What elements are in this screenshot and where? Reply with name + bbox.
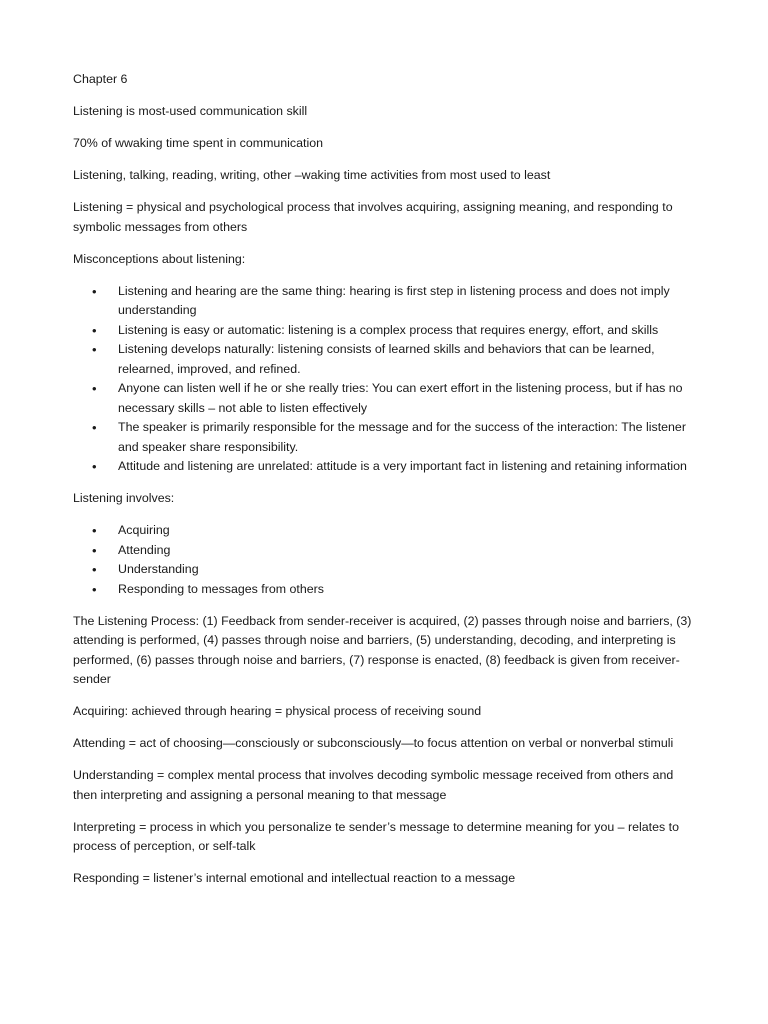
document-body <box>73 70 699 901</box>
bullet-icon: • <box>92 420 97 435</box>
list-item-text: Listening is easy or automatic: listening is a complex process that requires energy, effort, and skills <box>118 322 659 337</box>
chapter-title: Chapter 6 <box>73 72 128 86</box>
list-item <box>73 282 699 321</box>
involves-list <box>73 521 699 599</box>
bullet-icon: • <box>92 381 97 396</box>
list-item-text: Acquiring <box>118 523 170 537</box>
paragraph-acquiring: Acquiring: achieved through hearing = physical process of receiving sound <box>73 704 482 718</box>
paragraph-waking-time: 70% of wwaking time spent in communication <box>73 136 323 150</box>
bullet-icon: • <box>92 523 97 538</box>
list-item-text: Anyone can listen well if he or she really tries: You can exert effort in the listening process, but if has no necessary skills – not able to listen effectively <box>118 381 683 415</box>
bullet-icon: • <box>92 459 97 474</box>
paragraph-interpreting: Interpreting = process in which you personalize te sender’s message to determine meaning for you – relates to process of perception, or self-talk <box>73 819 679 853</box>
misconceptions-heading: Misconceptions about listening: <box>73 251 246 266</box>
bullet-icon: • <box>92 581 97 597</box>
list-item-text: Listening develops naturally: listening consists of learned skills and behaviors that can be learned, relearned, improved, and refined. <box>118 342 655 376</box>
list-item-text: Attitude and listening are unrelated: attitude is a very important fact in listening and retaining information <box>118 459 687 473</box>
list-item-text: Understanding <box>118 562 199 576</box>
list-item <box>73 521 699 541</box>
list-item <box>73 457 699 477</box>
paragraph-activities-order: Listening, talking, reading, writing, other –waking time activities from most used to least <box>73 168 551 182</box>
misconceptions-list <box>73 282 699 477</box>
bullet-icon: • <box>92 283 97 299</box>
paragraph-listening-process: The Listening Process: (1) Feedback from sender-receiver is acquired, (2) passes through noise and barriers, (3) attending is performed, (4) passes through noise and barriers, (5) understanding, decoding, and interpreting is performed, (6) passes through noise and barriers, (7) response is enacted, (8) feedback is given from receiver-sender <box>73 613 692 686</box>
paragraph-responding: Responding = listener’s internal emotional and intellectual reaction to a message <box>73 871 516 885</box>
list-item-text: Attending <box>118 542 171 557</box>
bullet-icon: • <box>92 542 97 558</box>
paragraph-attending: Attending = act of choosing—consciously or subconsciously—to focus attention on verbal or nonverbal stimuli <box>73 736 674 750</box>
list-item <box>73 321 699 341</box>
paragraph-understanding: Understanding = complex mental process that involves decoding symbolic message received from others and then interpreting and assigning a personal meaning to that message <box>73 768 674 802</box>
list-item <box>73 560 699 580</box>
bullet-icon: • <box>92 562 97 577</box>
paragraph-most-used-skill: Listening is most-used communication skill <box>73 104 308 118</box>
list-item <box>73 340 699 379</box>
list-item-text: Listening and hearing are the same thing: hearing is first step in listening process and does not imply understanding <box>118 283 670 317</box>
list-item <box>73 418 699 457</box>
list-item-text: Responding to messages from others <box>118 581 324 596</box>
paragraph-listening-definition: Listening = physical and psychological process that involves acquiring, assigning meaning, and responding to symbolic messages from others <box>73 200 673 234</box>
list-item <box>73 541 699 561</box>
list-item <box>73 379 699 418</box>
list-item-text: The speaker is primarily responsible for the message and for the success of the interaction: The listener and speaker share responsibility. <box>118 420 686 454</box>
list-item <box>73 580 699 600</box>
involves-heading: Listening involves: <box>73 491 175 505</box>
bullet-icon: • <box>92 342 97 357</box>
bullet-icon: • <box>92 322 97 338</box>
